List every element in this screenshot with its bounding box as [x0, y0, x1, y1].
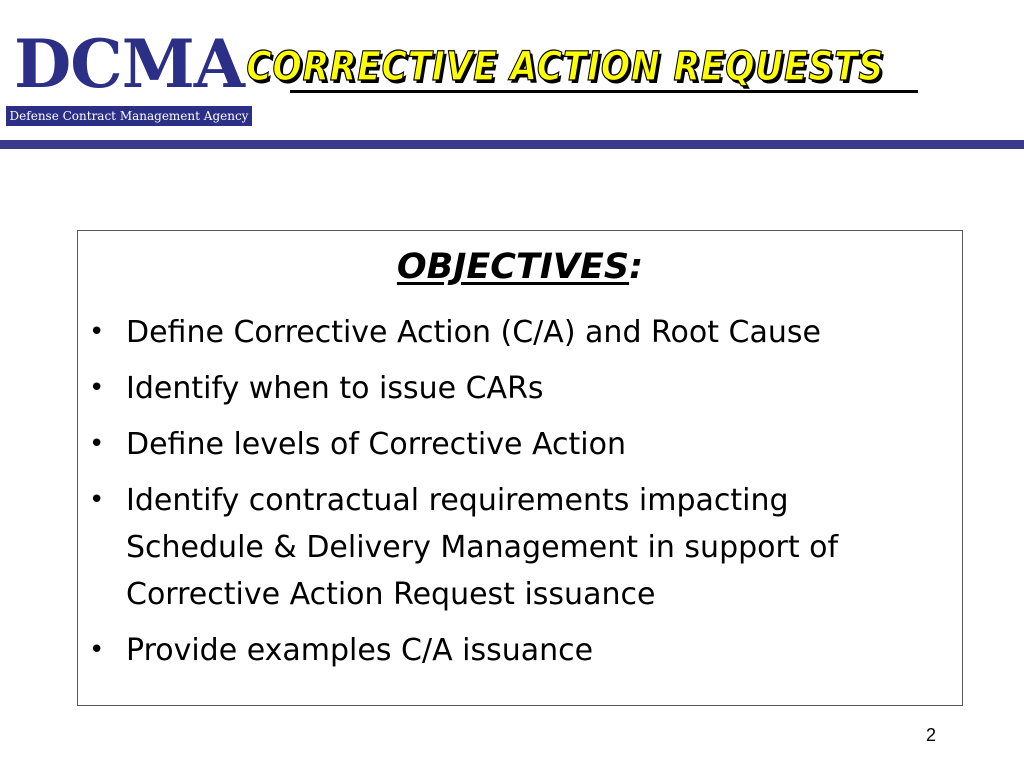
list-item — [78, 309, 962, 356]
list-item — [78, 365, 962, 412]
objectives-heading-text: OBJECTIVES — [396, 247, 630, 287]
bullet-icon: • — [89, 317, 105, 347]
list-item-text-line: Corrective Action Request issuance — [126, 577, 656, 612]
list-item-text-line: Schedule & Delivery Management in support of — [126, 530, 839, 565]
bullet-icon: • — [89, 485, 105, 515]
list-item-text-line: Identify contractual requirements impacting — [126, 483, 789, 518]
list-item-text: Identify when to issue CARs — [126, 371, 544, 406]
logo-subtitle: Defense Contract Management Agency — [6, 106, 252, 126]
bullet-icon: • — [89, 635, 105, 665]
objectives-list — [78, 309, 962, 683]
list-item-text: Provide examples C/A issuance — [126, 633, 594, 668]
title-underline — [290, 90, 918, 93]
list-item — [78, 477, 962, 618]
list-item — [78, 421, 962, 468]
logo-wordmark: DCMA — [13, 25, 245, 103]
list-item-text: Define Corrective Action (C/A) and Root Cause — [126, 315, 821, 350]
objectives-box — [77, 230, 963, 706]
dcma-logo — [4, 25, 254, 128]
objectives-heading — [78, 247, 962, 287]
slide-title: CORRECTIVE ACTION REQUESTS — [246, 44, 885, 90]
page-number: 2 — [925, 725, 936, 745]
objectives-heading-colon: : — [629, 247, 644, 287]
bullet-icon: • — [89, 373, 105, 403]
list-item-text: Define levels of Corrective Action — [126, 427, 626, 462]
bullet-icon: • — [89, 429, 105, 459]
list-item — [78, 627, 962, 674]
header-divider — [0, 140, 1024, 149]
